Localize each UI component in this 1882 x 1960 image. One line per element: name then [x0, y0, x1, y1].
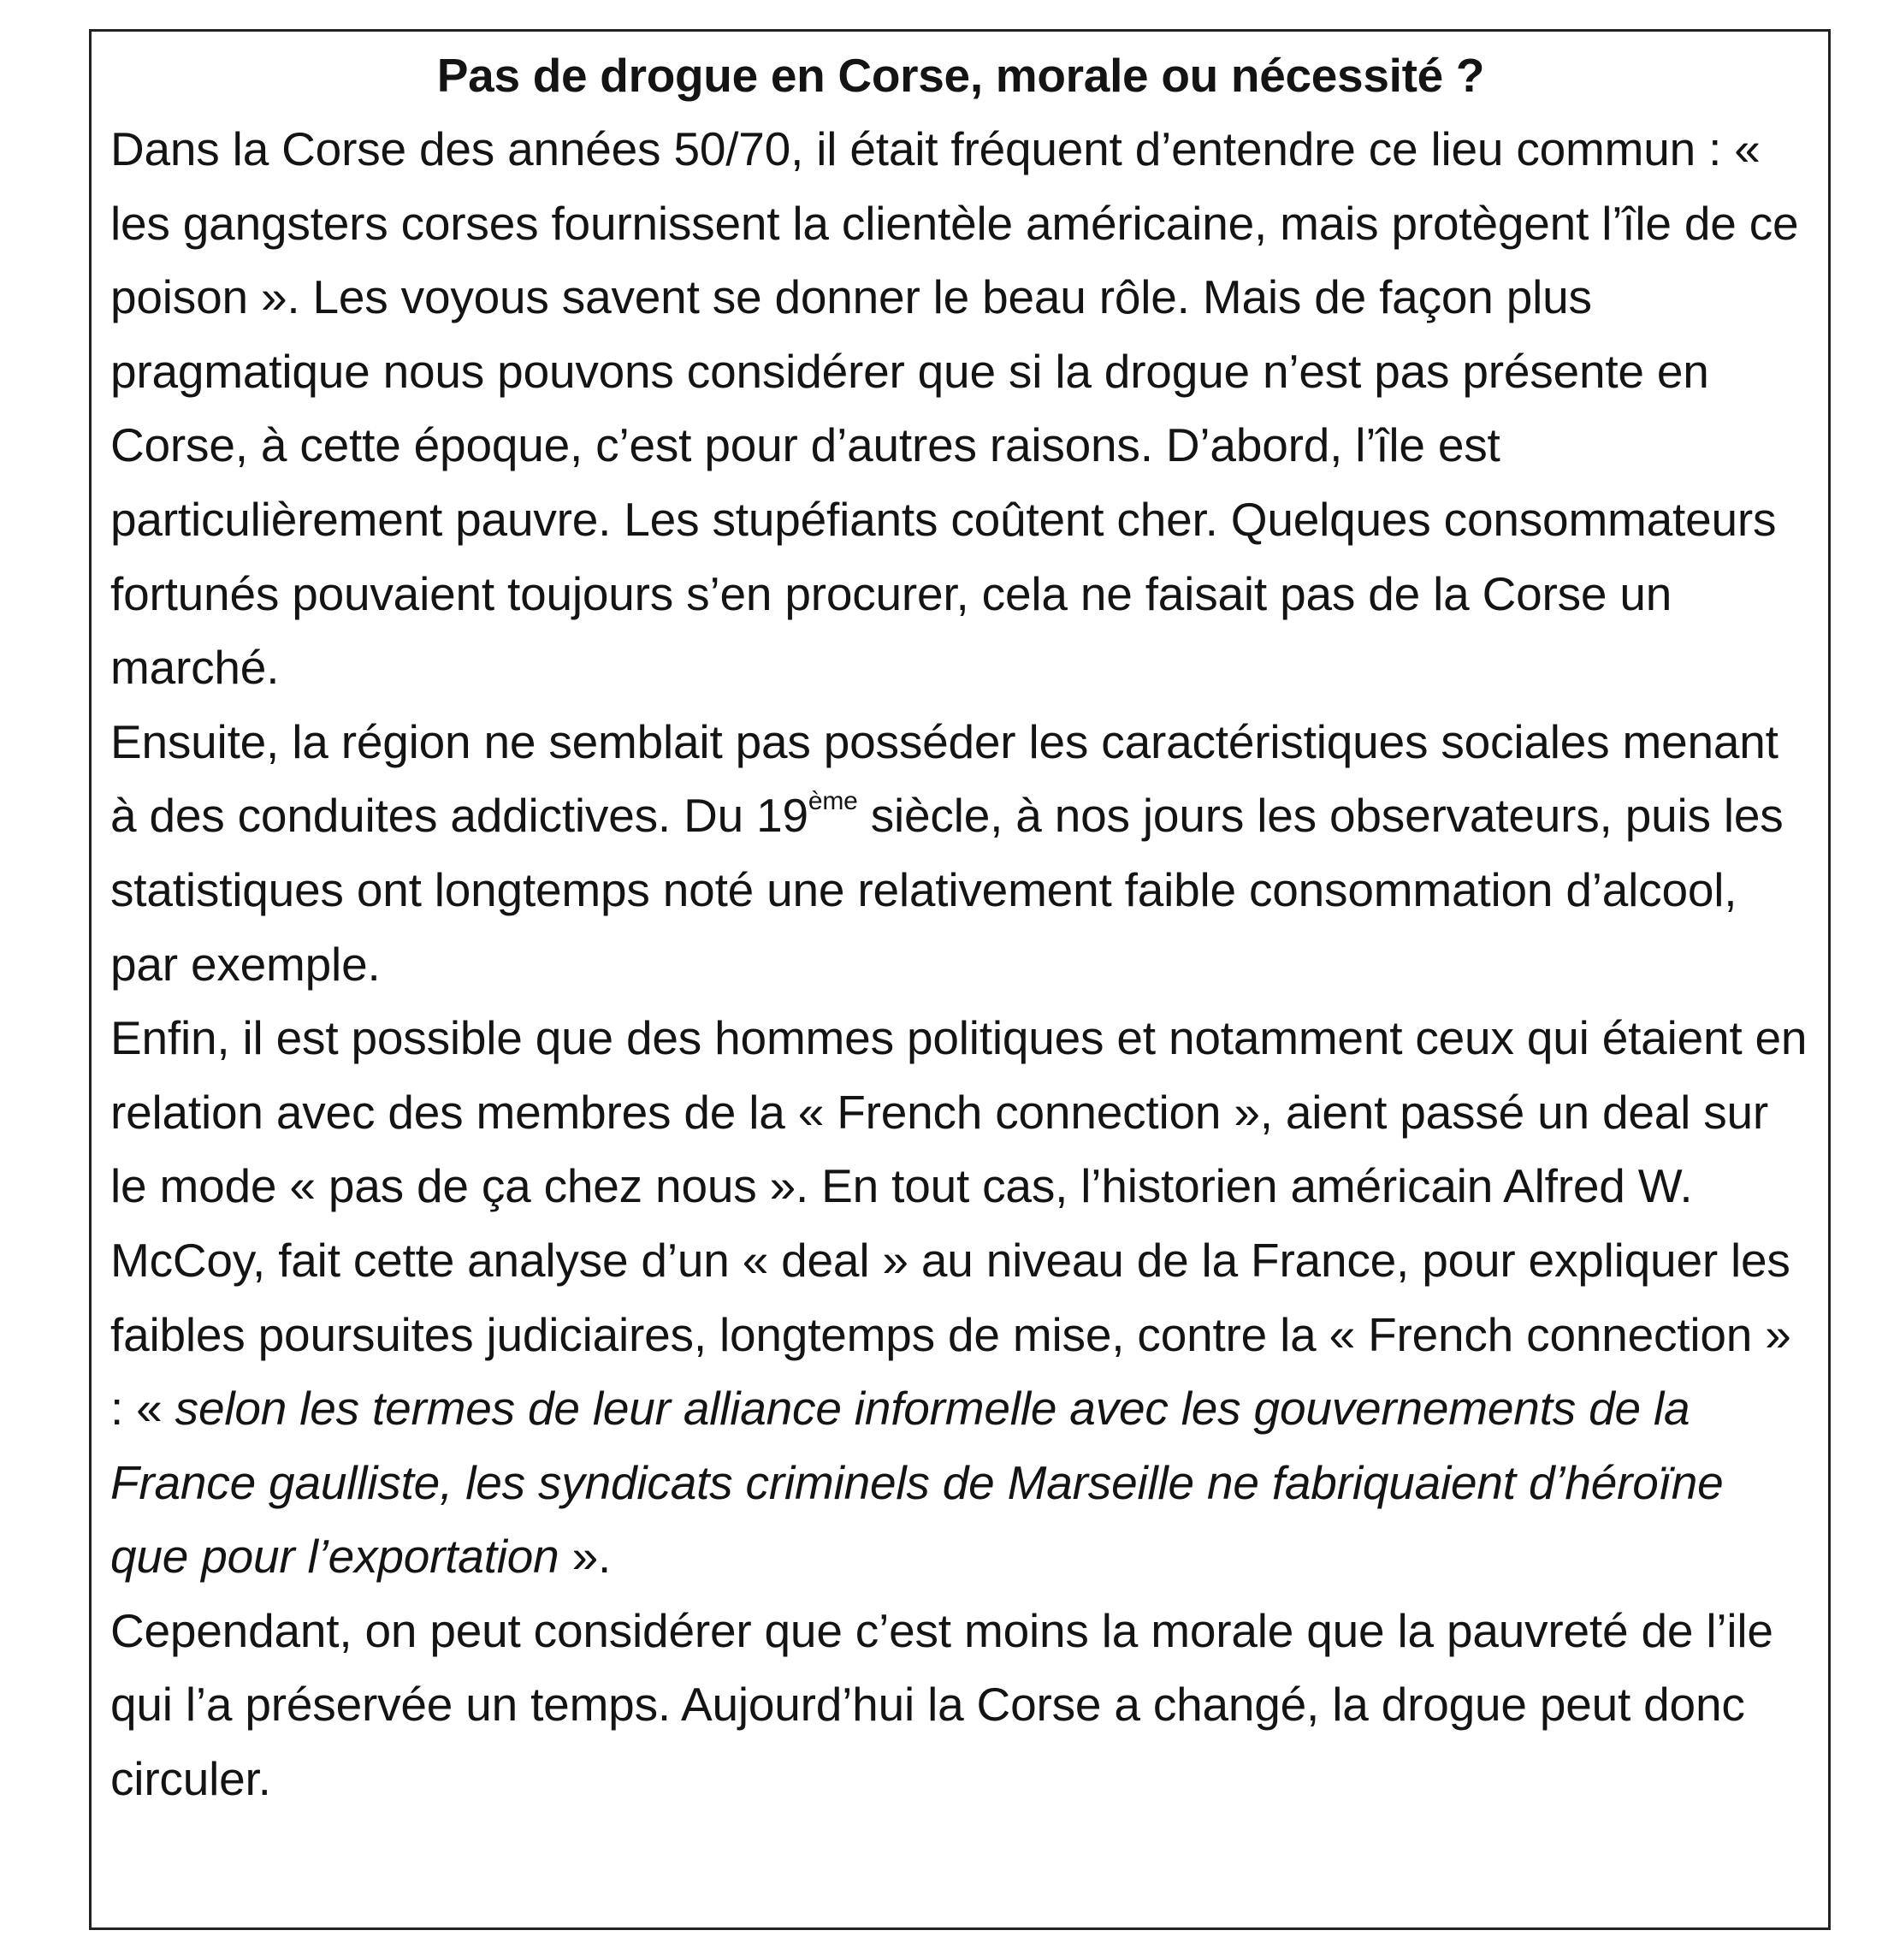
paragraph-poverty: Dans la Corse des années 50/70, il était fréquent d’entendre ce lieu commun : « les gangsters corses fournissent la clientèle américaine, mais protègent l’île de ce poison ». Les voyous savent se donner le beau rôle. Mais de façon plus pragmatique nous pouvons considérer que si la drogue n’est pas présente en Corse, à cette époque, c’est pour d’autres raisons. D’abord, l’île est particulièrement pauvre. Les stupéfiants coûtent cher. Quelques consommateurs fortunés pouvaient toujours s’en procurer, cela ne faisait pas de la Corse un marché.	[110, 122, 1799, 695]
italic-quotation: selon les termes de leur alliance informelle avec les gouvernements de la France gaulliste, les syndicats criminels de Marseille ne fabriquaient d’héroïne que pour l’exportation	[110, 1382, 1724, 1584]
paragraph-text: Enfin, il est possible que des hommes politiques et notamment ceux qui étaient en relation avec des membres de la « French connection », aient passé un deal sur le mode « pas de ça chez nous ». En tout cas, l’historien américain Alfred W. McCoy, fait cette analyse d’un « deal » au niveau de la France, pour expliquer les faibles poursuites judiciaires, longtemps de mise, contre la « French connection » : «	[110, 1011, 1808, 1436]
superscript-ordinal: ème	[808, 787, 858, 816]
paragraph-text: ».	[559, 1530, 612, 1584]
paragraph-social-characteristics	[110, 705, 1811, 1001]
document-title: Pas de drogue en Corse, morale ou nécessité ?	[436, 49, 1485, 102]
paragraph-political-deal	[110, 1001, 1811, 1594]
document-body	[110, 112, 1811, 1816]
paragraph-text: siècle, à nos jours les observateurs, puis les statistiques ont longtemps noté une relativement faible consommation d’alcool, par exemple.	[110, 789, 1784, 991]
paragraph-conclusion: Cependant, on peut considérer que c’est moins la morale que la pauvreté de l’ile qui l’a préservée un temps. Aujourd’hui la Corse a changé, la drogue peut donc circuler.	[110, 1603, 1773, 1806]
document-frame	[89, 29, 1831, 1930]
paragraph-text: Ensuite, la région ne semblait pas posséder les caractéristiques sociales menant à des conduites addictives. Du 19	[110, 714, 1778, 843]
